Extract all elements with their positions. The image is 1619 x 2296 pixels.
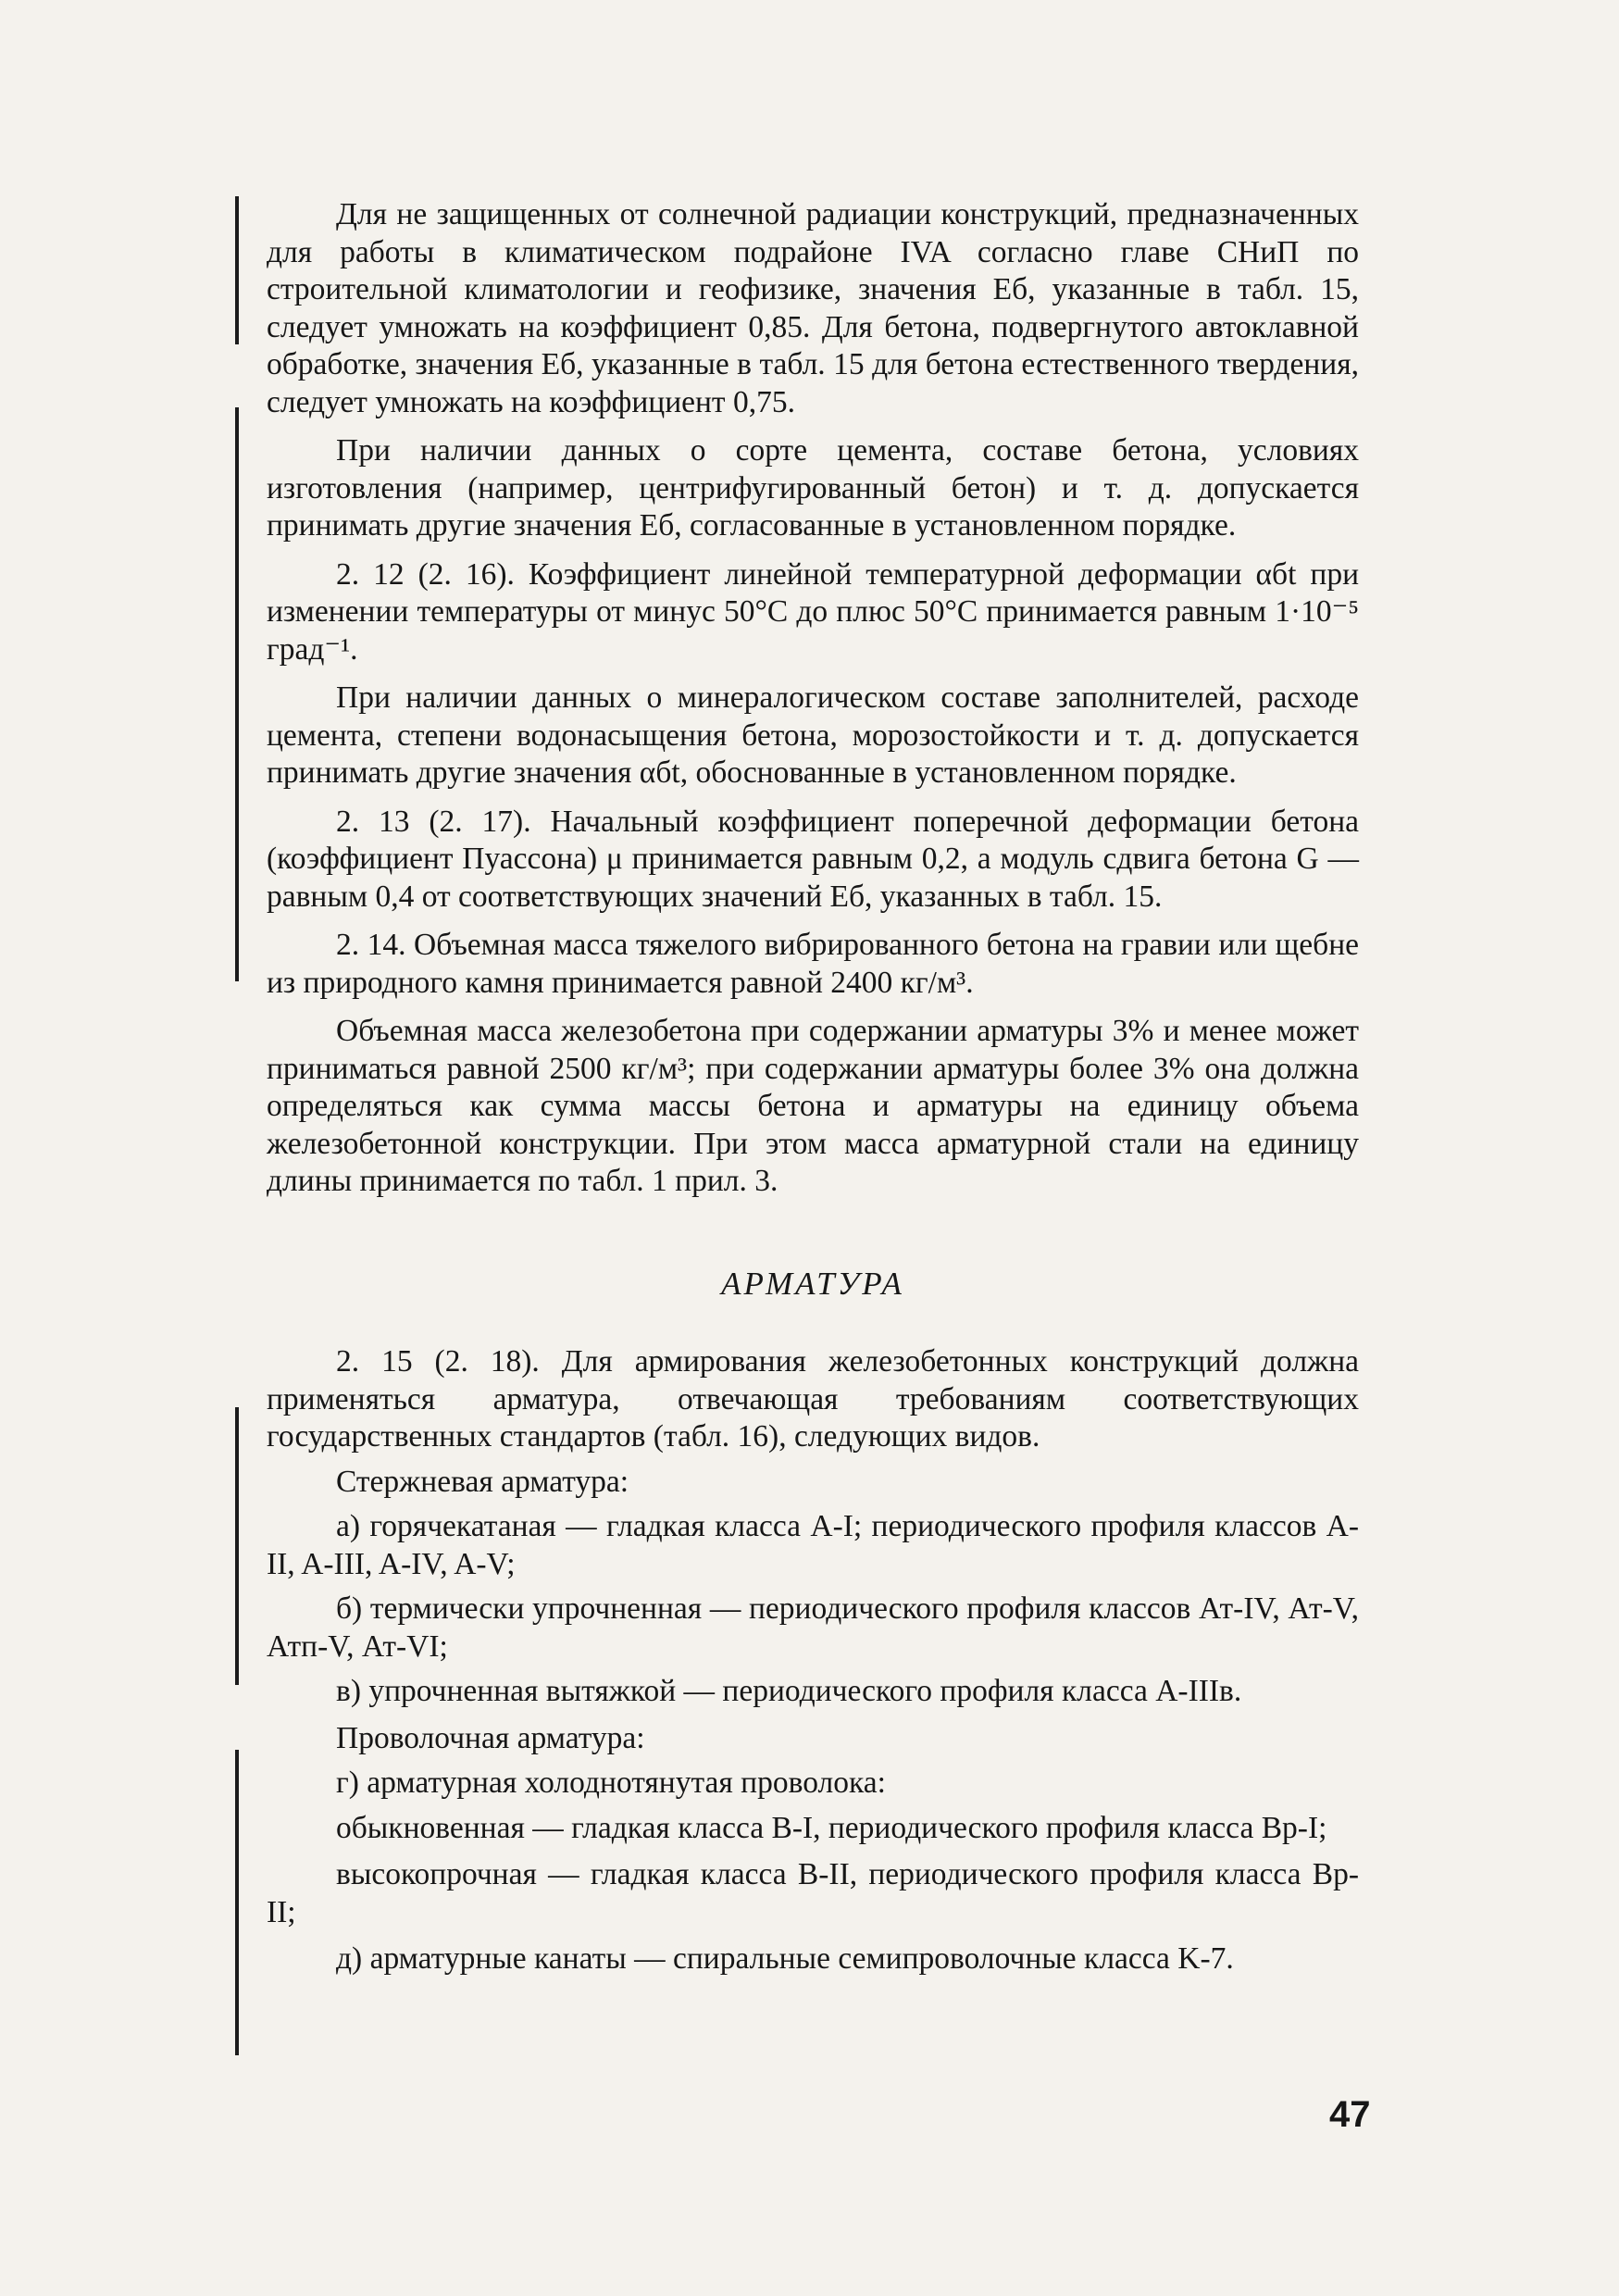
paragraph: 2. 15 (2. 18). Для армирования железобетонных конструкций должна применяться арматура, отвечающая требованиям соответствующих государственных стандартов (табл. 16), следующих видов. bbox=[267, 1344, 1359, 1454]
list-item: высокопрочная — гладкая класса B-II, периодического профиля класса Bp-II; bbox=[267, 1857, 1359, 1929]
paragraph: Проволочная арматура: bbox=[336, 1720, 645, 1755]
list-item: б) термически упрочненная — периодического профиля классов Ат-IV, Ат-V, Атп-V, Ат-VI; bbox=[267, 1591, 1359, 1664]
paragraph: Стержневая арматура: bbox=[336, 1464, 629, 1499]
section-heading: АРМАТУРА bbox=[721, 1265, 904, 1302]
list-item: г) арматурная холоднотянутая проволока: bbox=[336, 1766, 886, 1800]
paragraph: Для не защищенных от солнечной радиации конструкций, предназначенных для работы в климатическом подрайоне IVA согласно главе СНиП по строительной климатологии и геофизике, значения Eб, указанные в табл. 15, следует умножать на коэффициент 0,85. Для бетона, подвергнутого автоклавной обработке, значения Eб, указанные в табл. 15 для бетона естественного твердения, следует умножать на коэффициент 0,75. bbox=[267, 197, 1359, 419]
paragraph: 2. 12 (2. 16). Коэффициент линейной температурной деформации αбt при изменении температуры от минус 50°С до плюс 50°С принимается равным 1·10⁻⁵ град⁻¹. bbox=[267, 556, 1359, 667]
margin-change-bar bbox=[235, 407, 239, 981]
margin-change-bar bbox=[235, 1407, 239, 1685]
margin-change-bar bbox=[235, 196, 239, 344]
margin-change-bar bbox=[235, 1750, 239, 2055]
paragraph: При наличии данных о сорте цемента, составе бетона, условиях изготовления (например, центрифугированный бетон) и т. д. допускается принимать другие значения Eб, согласованные в установленном порядке. bbox=[267, 433, 1359, 543]
list-item: а) горячекатаная — гладкая класса A-I; периодического профиля классов A-II, A-III, A-IV, A-V; bbox=[267, 1509, 1359, 1581]
paragraph: 2. 14. Объемная масса тяжелого вибрированного бетона на гравии или щебне из природного камня принимается равной 2400 кг/м³. bbox=[267, 928, 1359, 1000]
list-item: д) арматурные канаты — спиральные семипроволочные класса K-7. bbox=[336, 1941, 1234, 1976]
paragraph: 2. 13 (2. 17). Начальный коэффициент поперечной деформации бетона (коэффициент Пуассона) μ принимается равным 0,2, а модуль сдвига бетона G — равным 0,4 от соответствующих значений Eб, указанных в табл. 15. bbox=[267, 804, 1359, 914]
page-number: 47 bbox=[1329, 2094, 1371, 2135]
paragraph: Объемная масса железобетона при содержании арматуры 3% и менее может приниматься равной 2500 кг/м³; при содержании арматуры более 3% она должна определяться как сумма массы бетона и арматуры на единицу объема железобетонной конструкции. При этом масса арматурной стали на единицу длины принимается по табл. 1 прил. 3. bbox=[267, 1014, 1359, 1198]
list-item: в) упрочненная вытяжкой — периодического профиля класса A-IIIв. bbox=[336, 1674, 1242, 1708]
document-page bbox=[267, 196, 1359, 1986]
paragraph: При наличии данных о минералогическом составе заполнителей, расходе цемента, степени водонасыщения бетона, морозостойкости и т. д. допускается принимать другие значения αбt, обоснованные в установленном порядке. bbox=[267, 680, 1359, 790]
list-item: обыкновенная — гладкая класса B-I, периодического профиля класса Bp-I; bbox=[336, 1810, 1327, 1845]
